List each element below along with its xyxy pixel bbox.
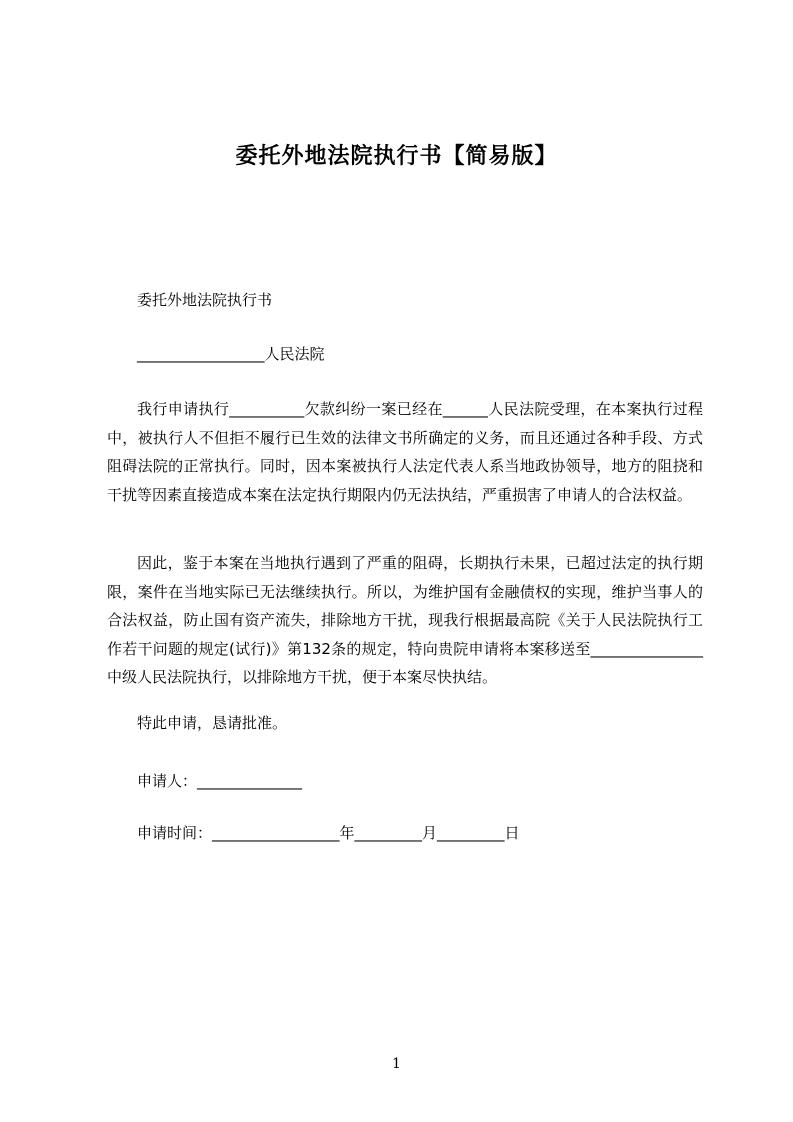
paragraph-request-transfer: 因此，鉴于本案在当地执行遇到了严重的阻碍，长期执行未果，已超过法定的执行期限，案件在当地实际已无法继续执行。所以，为维护国有金融债权的实现，维护当事人的合法权益，防止国有资产流失，排除地方干扰，现我行根据最高院《关于人民法院执行工作若干问题的规定(试行)》第132条的规定，特向贵院申请将本案移送至_______________中级人民法院执行，以排除地方干扰，便于本案尽快执结。 xyxy=(107,554,703,686)
document-title: 委托外地法院执行书【简易版】 xyxy=(235,144,558,169)
addressee-line: _________________人民法院 xyxy=(137,345,325,363)
letter-heading: 委托外地法院执行书 xyxy=(137,291,273,309)
closing-line: 特此申请，恳请批准。 xyxy=(137,714,288,732)
page-number: 1 xyxy=(392,1056,401,1072)
paragraph-request-background: 我行申请执行__________欠款纠纷一案已经在______人民法院受理，在本案执行过程中，被执行人不但拒不履行已生效的法律文书所确定的义务，而且还通过各种手段、方式阻碍法院的正常执行。同时，因本案被执行人法定代表人系当地政协领导，地方的阻挠和干扰等因素直接造成本案在法定执行期限内仍无法执结，严重损害了申请人的合法权益。 xyxy=(107,400,703,504)
applicant-line: 申请人：______________ xyxy=(137,772,303,790)
apply-date-line: 申请时间：_________________年_________月_________日 xyxy=(137,824,520,842)
